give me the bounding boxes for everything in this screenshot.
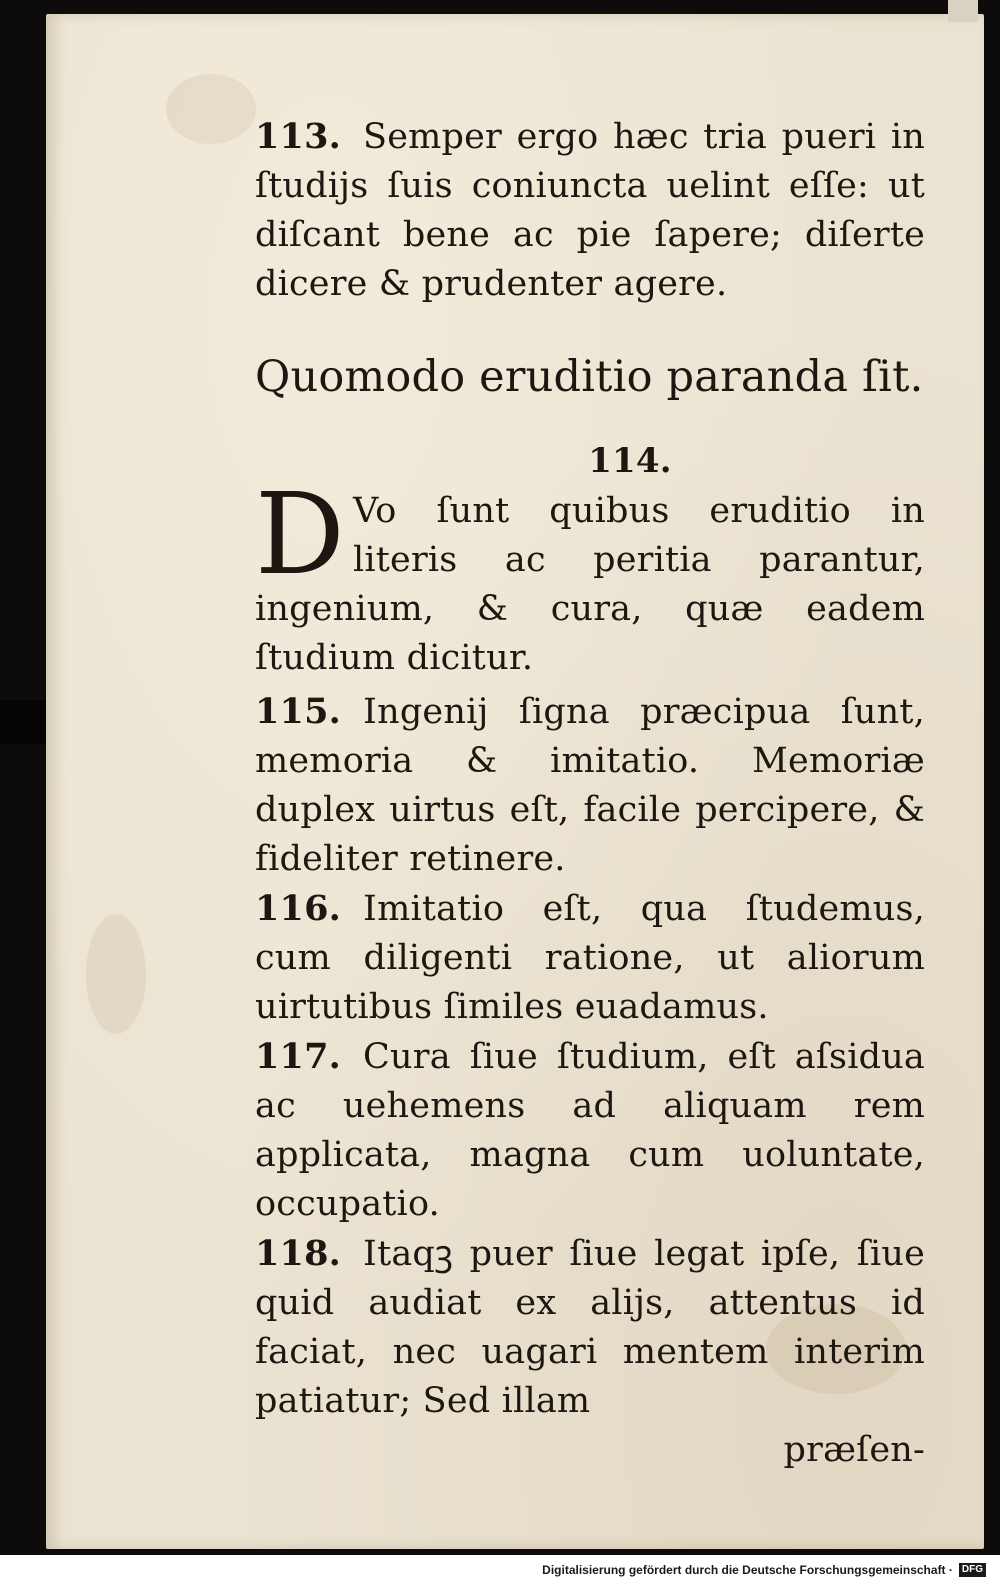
page-text [255,112,925,1475]
footer-credit: Digitalisierung gefördert durch die Deutsche Forschungsgemeinschaft · [542,1563,953,1577]
paragraph-text: Ingenij ſigna præcipua ſunt, memoria & imitatio. Memoriæ duplex uirtus eſt, facile percipere, & fideliter retinere. [255,692,925,879]
paragraph-number: 116. [255,888,342,929]
paragraph-113 [255,112,925,309]
paragraph-text: Vo ſunt quibus eruditio in literis ac peritia parantur, ingenium, & cura, quæ eadem ſtudium dicitur. [255,491,925,678]
paragraph-116 [255,884,925,1032]
digitization-footer [0,1555,1000,1585]
section-number: 114. [588,441,672,481]
paragraph-number: 115. [255,691,342,732]
drop-cap-initial: D [255,470,345,600]
paragraph-114 [255,470,925,683]
section-heading: Quomodo eruditio paranda ſit. [255,352,924,402]
paragraph-115 [255,687,925,884]
paper-stain [86,914,146,1034]
dfg-logo: DFG [959,1563,986,1577]
paragraph-118 [255,1229,925,1426]
paragraph-number: 118. [255,1233,342,1274]
paragraph-text: Imitatio eſt, qua ſtudemus, cum diligenti ratione, ut aliorum uirtutibus ſimiles euadamus. [255,889,925,1027]
paragraph-text: Cura ſiue ſtudium, eſt aſsidua ac uehemens ad aliquam rem applicata, magna cum uoluntate, occupatio. [255,1037,925,1224]
paragraph-number: 117. [255,1036,342,1077]
scan-edge-dark [0,700,46,744]
paper-stain [166,74,256,144]
catchword: præſen- [783,1430,925,1470]
page-corner-tab [948,0,978,22]
paragraph-text: Semper ergo hæc tria pueri in ſtudijs ſuis coniuncta uelint eſſe: ut diſcant bene ac pie ſapere; diſerte dicere & prudenter agere. [255,117,925,304]
paragraph-number: 113. [255,116,342,157]
paragraph-text: Itaqꝫ puer ſiue legat ipſe, ſiue quid audiat ex alijs, attentus id faciat, nec uagari mentem interim patiatur; Sed illam [255,1234,925,1421]
paragraph-117 [255,1032,925,1229]
